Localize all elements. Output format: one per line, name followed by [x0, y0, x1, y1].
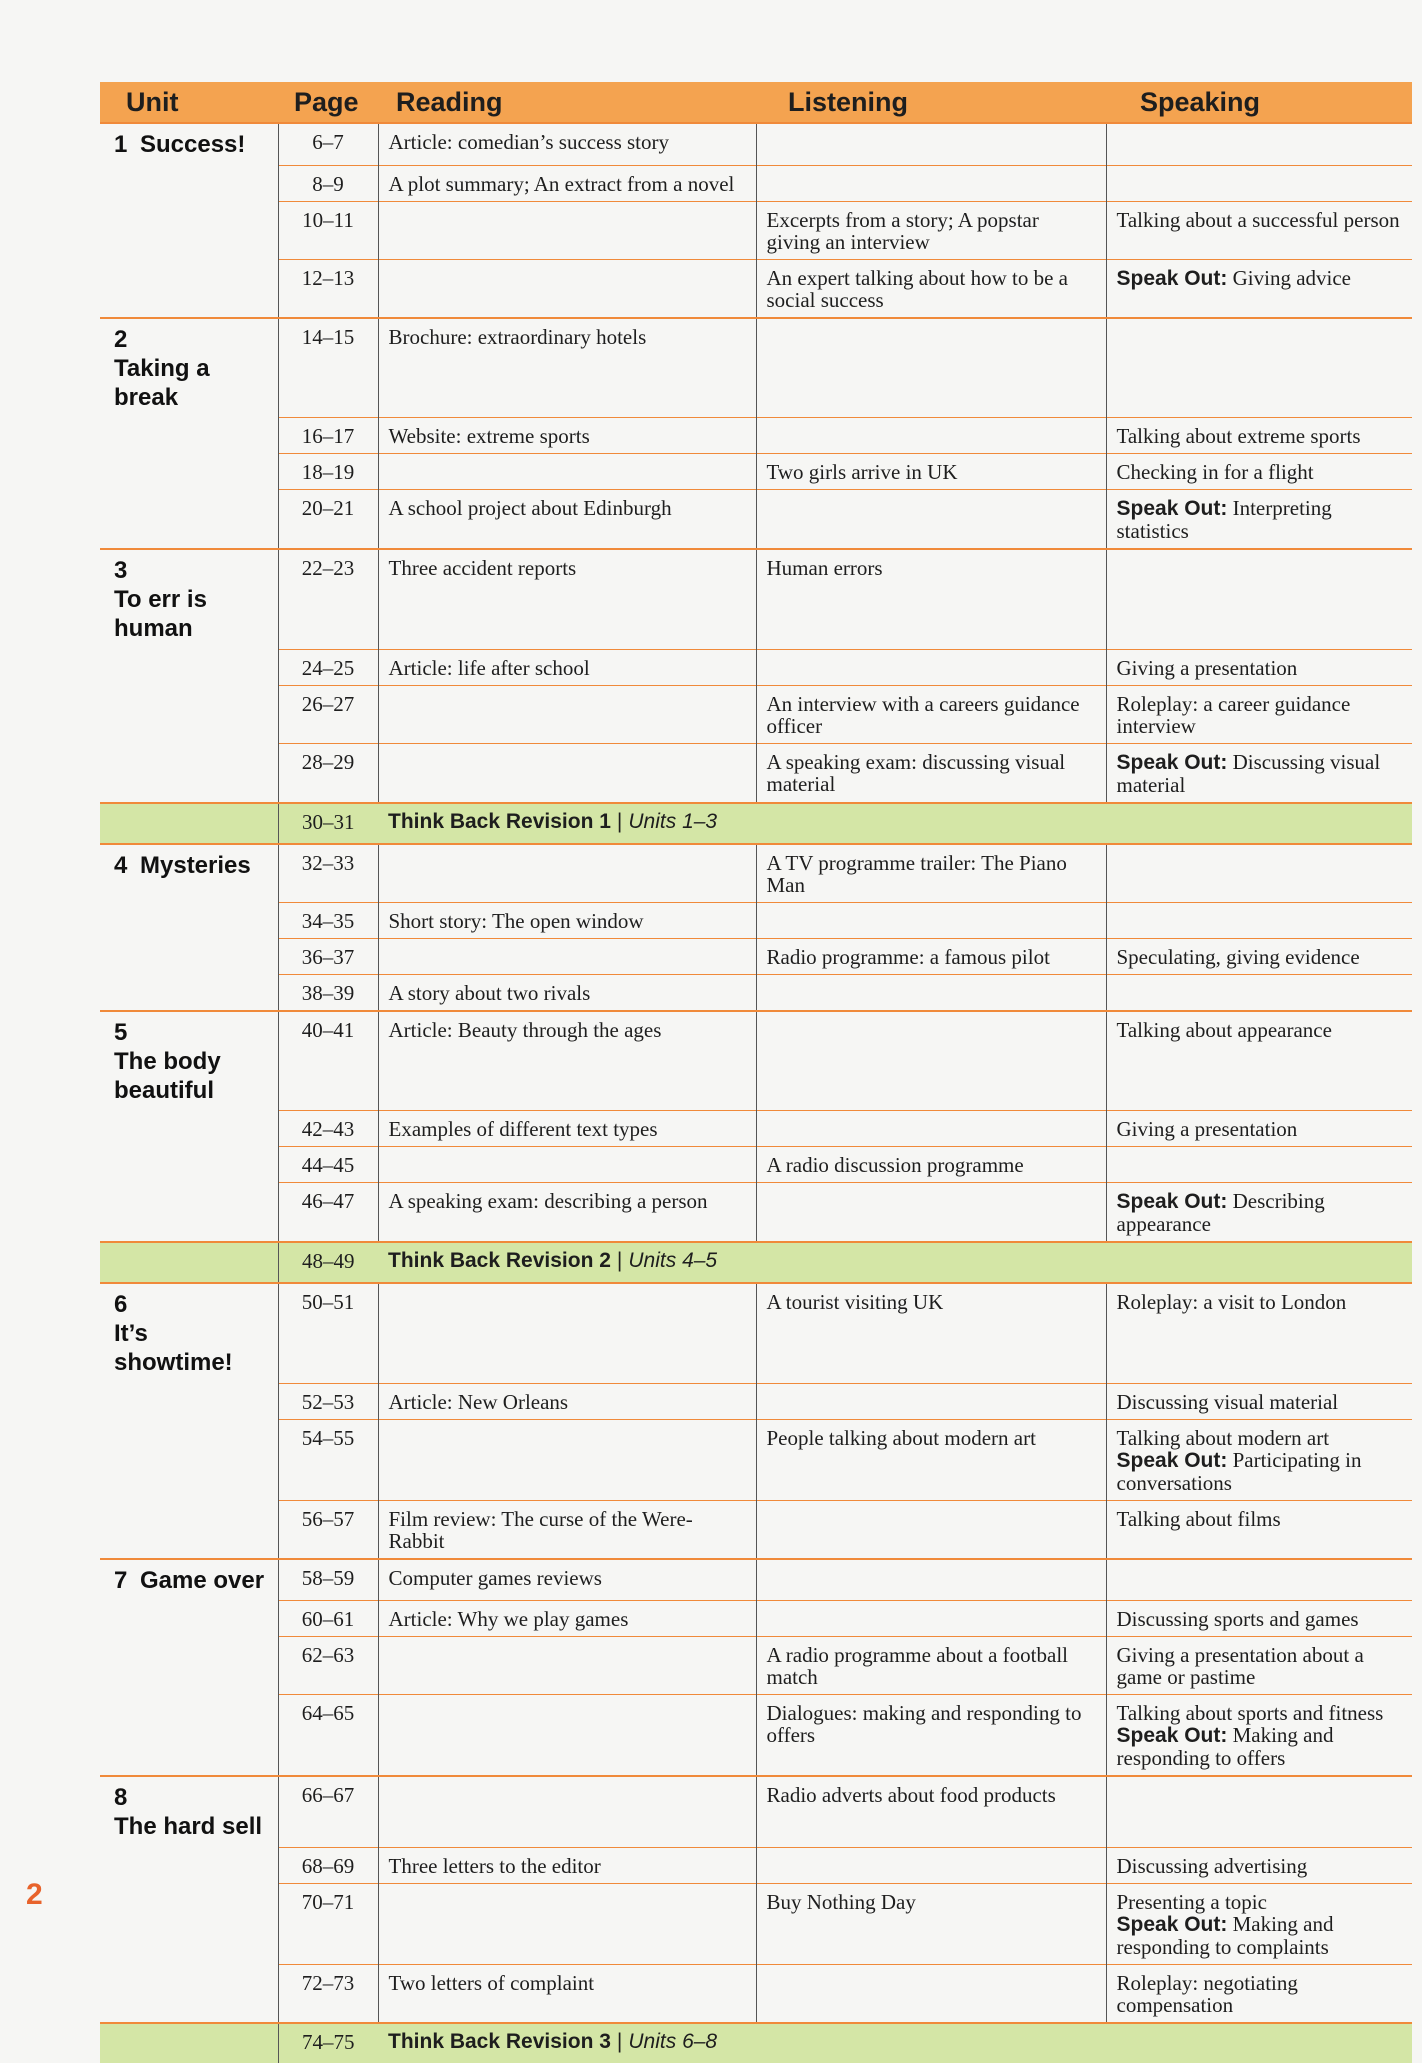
- table-row: [100, 685, 1412, 743]
- unit-cell-empty: [100, 1383, 278, 1419]
- revision-row: [100, 803, 1412, 844]
- unit-cell-empty: [100, 1964, 278, 2023]
- speaking-text: Giving a presentation about a game or pastime: [1116, 1643, 1364, 1689]
- listening-cell: [756, 1847, 1106, 1883]
- listening-cell: [756, 1559, 1106, 1601]
- revision-unit-cell: [100, 2023, 278, 2063]
- unit-cell-empty: [100, 1419, 278, 1500]
- unit-cell-empty: [100, 685, 278, 743]
- speak-out-label: Speak Out:: [1116, 1190, 1228, 1213]
- table-row: [100, 1637, 1412, 1695]
- listening-cell: [756, 1500, 1106, 1559]
- page-range: 72–73: [278, 1964, 378, 2023]
- reading-cell: Article: New Orleans: [378, 1383, 756, 1419]
- revision-page: 74–75: [278, 2023, 378, 2063]
- speaking-cell: [1106, 1183, 1412, 1243]
- listening-cell: [756, 1111, 1106, 1147]
- listening-cell: Radio programme: a famous pilot: [756, 938, 1106, 974]
- unit-cell-empty: [100, 1147, 278, 1183]
- speaking-text: Giving advice: [1232, 265, 1351, 290]
- unit-cell-empty: [100, 938, 278, 974]
- table-row: [100, 1383, 1412, 1419]
- unit-cell-empty: [100, 418, 278, 454]
- listening-cell: People talking about modern art: [756, 1419, 1106, 1500]
- table-row: [100, 1776, 1412, 1847]
- reading-cell: Three accident reports: [378, 549, 756, 649]
- reading-cell: Short story: The open window: [378, 902, 756, 938]
- speaking-cell: [1106, 1283, 1412, 1383]
- reading-cell: [378, 201, 756, 259]
- table-row: [100, 1500, 1412, 1559]
- reading-cell: [378, 938, 756, 974]
- revision-page: 30–31: [278, 803, 378, 844]
- revision-separator: |: [616, 1249, 623, 1272]
- reading-cell: Article: comedian’s success story: [378, 123, 756, 165]
- unit-number: 7: [114, 1566, 128, 1594]
- listening-cell: [756, 1011, 1106, 1111]
- page-range: 56–57: [278, 1500, 378, 1559]
- unit-number: 2: [114, 325, 128, 353]
- unit-cell-empty: [100, 974, 278, 1011]
- table-row: [100, 938, 1412, 974]
- revision-page: 48–49: [278, 1242, 378, 1283]
- listening-cell: A radio discussion programme: [756, 1147, 1106, 1183]
- unit-title: The body beautiful: [114, 1047, 221, 1104]
- speaking-cell: [1106, 1776, 1412, 1847]
- reading-cell: [378, 844, 756, 903]
- table-row: [100, 1283, 1412, 1383]
- unit-title: Taking a break: [114, 354, 210, 411]
- speaking-extra-text: Participating in conversations: [1116, 1447, 1362, 1495]
- speaking-cell: [1106, 743, 1412, 803]
- unit-cell-empty: [100, 649, 278, 685]
- unit-cell-empty: [100, 1601, 278, 1637]
- speaking-text: Talking about sports and fitness: [1116, 1701, 1384, 1725]
- speaking-text: Talking about a successful person: [1116, 207, 1400, 232]
- speaking-text: Discussing sports and games: [1116, 1607, 1359, 1631]
- page-range: 60–61: [278, 1601, 378, 1637]
- page-range: 18–19: [278, 454, 378, 490]
- unit-cell-empty: [100, 743, 278, 803]
- speaking-cell: [1106, 1147, 1412, 1183]
- unit-number: 6: [114, 1291, 128, 1318]
- unit-cell: [100, 1011, 278, 1111]
- speaking-text: Describing appearance: [1116, 1189, 1325, 1236]
- speaking-cell: [1106, 418, 1412, 454]
- table-row: [100, 1111, 1412, 1147]
- listening-cell: [756, 123, 1106, 165]
- listening-cell: A speaking exam: discussing visual material: [756, 743, 1106, 803]
- listening-cell: [756, 649, 1106, 685]
- table-row: [100, 1183, 1412, 1243]
- listening-cell: A TV programme trailer: The Piano Man: [756, 844, 1106, 903]
- speaking-cell: [1106, 1559, 1412, 1601]
- listening-cell: [756, 490, 1106, 550]
- contents-body: [100, 123, 1412, 2063]
- speaking-cell: [1106, 318, 1412, 418]
- listening-cell: [756, 1383, 1106, 1419]
- table-row: [100, 201, 1412, 259]
- listening-cell: [756, 1964, 1106, 2023]
- reading-cell: [378, 1283, 756, 1383]
- speaking-cell: [1106, 974, 1412, 1011]
- reading-cell: Article: Beauty through the ages: [378, 1011, 756, 1111]
- listening-cell: Dialogues: making and responding to offers: [756, 1695, 1106, 1777]
- revision-title-cell: [378, 1242, 1412, 1283]
- unit-title: Mysteries: [140, 851, 251, 879]
- page-range: 54–55: [278, 1419, 378, 1500]
- table-row: [100, 454, 1412, 490]
- unit-cell: [100, 318, 278, 418]
- speaking-text: Discussing visual material: [1116, 749, 1381, 797]
- listening-cell: [756, 165, 1106, 201]
- reading-cell: Website: extreme sports: [378, 418, 756, 454]
- speak-out-label: Speak Out:: [1116, 1912, 1228, 1936]
- page-range: 14–15: [278, 318, 378, 418]
- unit-cell: [100, 1283, 278, 1383]
- table-row: [100, 974, 1412, 1011]
- listening-cell: Buy Nothing Day: [756, 1883, 1106, 1964]
- table-row: [100, 549, 1412, 649]
- speaking-cell: [1106, 1601, 1412, 1637]
- speaking-cell: [1106, 549, 1412, 649]
- reading-cell: [378, 743, 756, 803]
- table-row: [100, 1883, 1412, 1964]
- speaking-text: Discussing advertising: [1116, 1853, 1308, 1878]
- unit-cell-empty: [100, 165, 278, 201]
- revision-units: Units 1–3: [628, 809, 718, 833]
- table-row: [100, 490, 1412, 550]
- page-range: 38–39: [278, 974, 378, 1011]
- listening-cell: A tourist visiting UK: [756, 1283, 1106, 1383]
- reading-cell: Examples of different text types: [378, 1111, 756, 1147]
- revision-title-cell: [378, 803, 1412, 844]
- page-range: 70–71: [278, 1883, 378, 1964]
- speaking-cell: [1106, 123, 1412, 165]
- reading-cell: Article: life after school: [378, 649, 756, 685]
- header-page: Page: [278, 82, 378, 123]
- listening-cell: Two girls arrive in UK: [756, 454, 1106, 490]
- unit-title: Success!: [140, 131, 246, 158]
- header-row: [100, 82, 1412, 123]
- speaking-cell: [1106, 490, 1412, 550]
- reading-cell: [378, 1637, 756, 1695]
- speaking-cell: [1106, 938, 1412, 974]
- unit-title: Game over: [140, 1566, 265, 1594]
- unit-title: The hard sell: [114, 1813, 263, 1840]
- unit-number: 4: [114, 851, 128, 879]
- speaking-cell: [1106, 201, 1412, 259]
- revision-separator: |: [616, 809, 623, 833]
- speak-out-label: Speak Out:: [1116, 1724, 1228, 1747]
- table-row: [100, 1147, 1412, 1183]
- unit-cell-empty: [100, 201, 278, 259]
- contents-table: [100, 82, 1412, 2063]
- revision-separator: |: [616, 2029, 623, 2053]
- table-row: [100, 123, 1412, 165]
- reading-cell: A plot summary; An extract from a novel: [378, 165, 756, 201]
- page-range: 24–25: [278, 649, 378, 685]
- unit-cell: [100, 549, 278, 649]
- page-range: 62–63: [278, 1637, 378, 1695]
- table-row: [100, 1011, 1412, 1111]
- table-row: [100, 1695, 1412, 1777]
- speaking-extra-text: Making and responding to complaints: [1116, 1911, 1334, 1959]
- speaking-text: Roleplay: a career guidance interview: [1116, 691, 1351, 738]
- speaking-text: Giving a presentation: [1116, 655, 1298, 680]
- page-range: 28–29: [278, 743, 378, 803]
- listening-cell: Radio adverts about food products: [756, 1776, 1106, 1847]
- table-row: [100, 902, 1412, 938]
- unit-number: 5: [114, 1018, 128, 1046]
- page-range: 68–69: [278, 1847, 378, 1883]
- unit-cell-empty: [100, 1500, 278, 1559]
- reading-cell: [378, 454, 756, 490]
- speaking-text: Discussing visual material: [1116, 1389, 1339, 1414]
- reading-cell: [378, 1776, 756, 1847]
- reading-cell: A story about two rivals: [378, 974, 756, 1011]
- speaking-cell: [1106, 844, 1412, 903]
- speaking-cell: [1106, 1419, 1412, 1500]
- reading-cell: [378, 685, 756, 743]
- revision-row: [100, 2023, 1412, 2063]
- speak-out-label: Speak Out:: [1116, 750, 1228, 774]
- speaking-cell: [1106, 1964, 1412, 2023]
- unit-cell-empty: [100, 454, 278, 490]
- speaking-text: Talking about appearance: [1116, 1017, 1332, 1042]
- reading-cell: [378, 1695, 756, 1777]
- page-range: 22–23: [278, 549, 378, 649]
- speak-out-label: Speak Out:: [1116, 497, 1228, 520]
- unit-cell-empty: [100, 1111, 278, 1147]
- listening-cell: Excerpts from a story; A popstar giving an interview: [756, 201, 1106, 259]
- unit-title: It’s showtime!: [114, 1320, 233, 1376]
- page-range: 64–65: [278, 1695, 378, 1777]
- page-range: 8–9: [278, 165, 378, 201]
- listening-cell: [756, 318, 1106, 418]
- reading-cell: [378, 1419, 756, 1500]
- table-row: [100, 418, 1412, 454]
- header-unit: Unit: [100, 82, 278, 123]
- page-range: 26–27: [278, 685, 378, 743]
- speaking-text: Checking in for a flight: [1116, 460, 1314, 484]
- listening-cell: Human errors: [756, 549, 1106, 649]
- page-range: 6–7: [278, 123, 378, 165]
- listening-cell: An interview with a careers guidance officer: [756, 685, 1106, 743]
- speaking-cell: [1106, 165, 1412, 201]
- header-reading: Reading: [378, 82, 756, 123]
- speaking-cell: [1106, 685, 1412, 743]
- header-listening: Listening: [756, 82, 1106, 123]
- speaking-text: Speculating, giving evidence: [1116, 944, 1360, 969]
- speaking-cell: [1106, 1637, 1412, 1695]
- page-range: 44–45: [278, 1147, 378, 1183]
- unit-cell: [100, 1559, 278, 1601]
- unit-cell-empty: [100, 1883, 278, 1964]
- table-row: [100, 259, 1412, 318]
- reading-cell: [378, 259, 756, 318]
- page-range: 10–11: [278, 201, 378, 259]
- revision-units: Units 6–8: [628, 2029, 718, 2053]
- listening-cell: [756, 1601, 1106, 1637]
- unit-cell-empty: [100, 902, 278, 938]
- speaking-cell: [1106, 1883, 1412, 1964]
- page-range: 20–21: [278, 490, 378, 550]
- reading-cell: Computer games reviews: [378, 1559, 756, 1601]
- speaking-text: Roleplay: negotiating compensation: [1116, 1970, 1298, 2017]
- table-row: [100, 1601, 1412, 1637]
- speaking-cell: [1106, 1111, 1412, 1147]
- speaking-cell: [1106, 1847, 1412, 1883]
- listening-cell: [756, 418, 1106, 454]
- reading-cell: Three letters to the editor: [378, 1847, 756, 1883]
- speaking-text: Interpreting statistics: [1116, 496, 1332, 543]
- speaking-extra-text: Making and responding to offers: [1116, 1723, 1334, 1770]
- table-row: [100, 1559, 1412, 1601]
- speaking-cell: [1106, 649, 1412, 685]
- speaking-text: Talking about modern art: [1116, 1425, 1330, 1450]
- revision-unit-cell: [100, 803, 278, 844]
- reading-cell: Brochure: extraordinary hotels: [378, 318, 756, 418]
- page-range: 66–67: [278, 1776, 378, 1847]
- speaking-cell: [1106, 902, 1412, 938]
- revision-unit-cell: [100, 1242, 278, 1283]
- unit-cell: [100, 1776, 278, 1847]
- page-range: 58–59: [278, 1559, 378, 1601]
- speaking-text: Talking about extreme sports: [1116, 424, 1361, 448]
- speak-out-label: Speak Out:: [1116, 266, 1228, 290]
- speaking-cell: [1106, 259, 1412, 318]
- unit-cell: [100, 123, 278, 165]
- page-range: 32–33: [278, 844, 378, 903]
- speaking-cell: [1106, 1383, 1412, 1419]
- table-row: [100, 1964, 1412, 2023]
- speak-out-label: Speak Out:: [1116, 1448, 1228, 1472]
- page-number: 2: [26, 1878, 43, 1911]
- unit-cell-empty: [100, 1637, 278, 1695]
- page-range: 50–51: [278, 1283, 378, 1383]
- page-range: 16–17: [278, 418, 378, 454]
- page-range: 46–47: [278, 1183, 378, 1243]
- table-row: [100, 743, 1412, 803]
- page-range: 36–37: [278, 938, 378, 974]
- speaking-cell: [1106, 1011, 1412, 1111]
- revision-title: Think Back Revision 1: [388, 809, 611, 833]
- revision-row: [100, 1242, 1412, 1283]
- unit-cell-empty: [100, 1847, 278, 1883]
- listening-cell: [756, 902, 1106, 938]
- page-range: 40–41: [278, 1011, 378, 1111]
- reading-cell: [378, 1147, 756, 1183]
- unit-cell-empty: [100, 1183, 278, 1243]
- table-row: [100, 165, 1412, 201]
- speaking-cell: [1106, 1695, 1412, 1777]
- reading-cell: [378, 1883, 756, 1964]
- revision-units: Units 4–5: [628, 1249, 718, 1272]
- reading-cell: A speaking exam: describing a person: [378, 1183, 756, 1243]
- table-row: [100, 1419, 1412, 1500]
- page-range: 34–35: [278, 902, 378, 938]
- reading-cell: Film review: The curse of the Were-Rabbit: [378, 1500, 756, 1559]
- listening-cell: A radio programme about a football match: [756, 1637, 1106, 1695]
- listening-cell: [756, 974, 1106, 1011]
- table-row: [100, 318, 1412, 418]
- table-row: [100, 649, 1412, 685]
- reading-cell: Article: Why we play games: [378, 1601, 756, 1637]
- unit-cell-empty: [100, 259, 278, 318]
- unit-title: To err is human: [114, 586, 207, 642]
- reading-cell: Two letters of complaint: [378, 1964, 756, 2023]
- header-speaking: Speaking: [1106, 82, 1412, 123]
- page-range: 12–13: [278, 259, 378, 318]
- page-range: 52–53: [278, 1383, 378, 1419]
- speaking-text: Talking about films: [1116, 1506, 1281, 1531]
- speaking-cell: [1106, 454, 1412, 490]
- unit-number: 3: [114, 557, 128, 584]
- speaking-text: Presenting a topic: [1116, 1889, 1267, 1914]
- unit-number: 1: [114, 131, 128, 158]
- table-row: [100, 1847, 1412, 1883]
- unit-cell-empty: [100, 490, 278, 550]
- revision-title: Think Back Revision 3: [388, 2029, 611, 2053]
- unit-cell-empty: [100, 1695, 278, 1777]
- listening-cell: An expert talking about how to be a social success: [756, 259, 1106, 318]
- listening-cell: [756, 1183, 1106, 1243]
- unit-cell: [100, 844, 278, 903]
- revision-title: Think Back Revision 2: [388, 1249, 611, 1272]
- unit-number: 8: [114, 1784, 128, 1811]
- speaking-text: Giving a presentation: [1116, 1117, 1298, 1141]
- revision-title-cell: [378, 2023, 1412, 2063]
- reading-cell: A school project about Edinburgh: [378, 490, 756, 550]
- page-range: 42–43: [278, 1111, 378, 1147]
- table-row: [100, 844, 1412, 903]
- speaking-cell: [1106, 1500, 1412, 1559]
- speaking-text: Roleplay: a visit to London: [1116, 1290, 1347, 1314]
